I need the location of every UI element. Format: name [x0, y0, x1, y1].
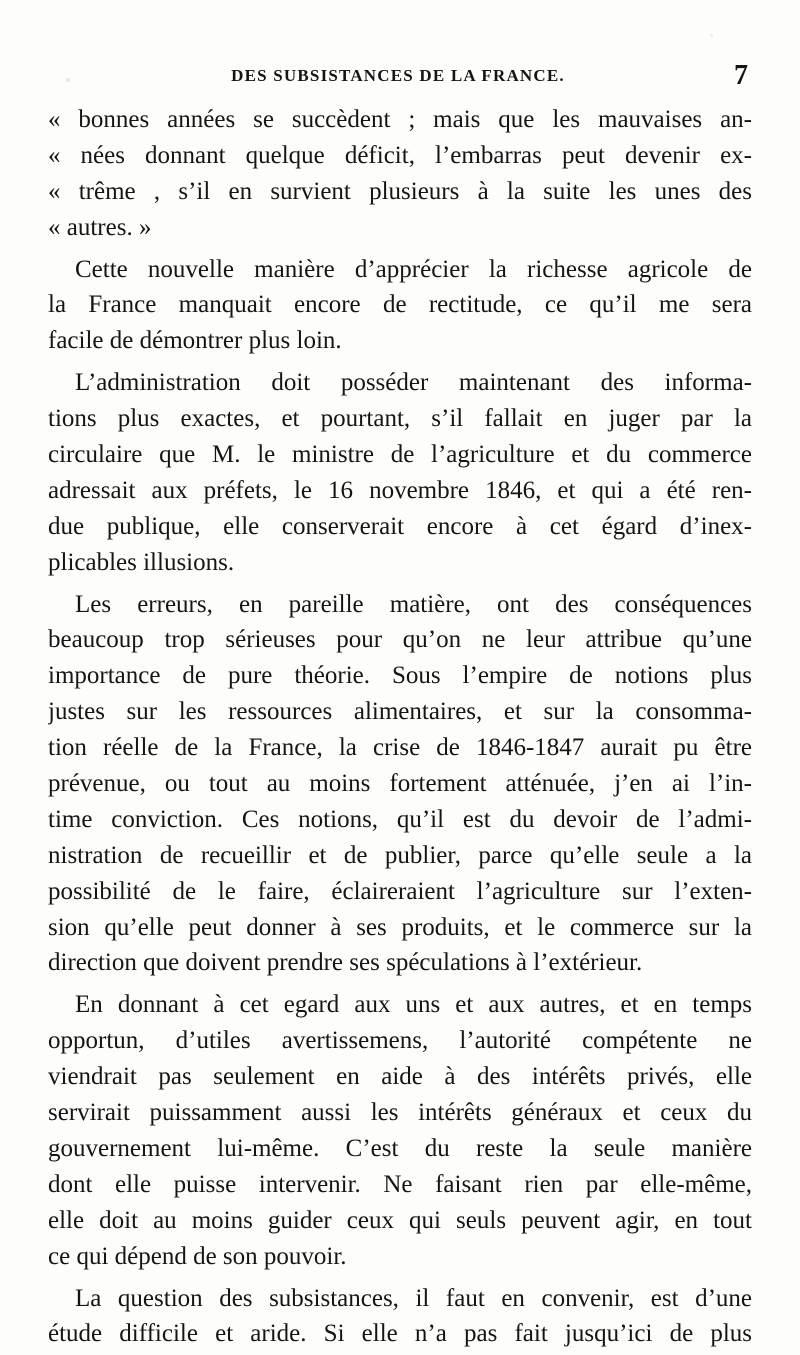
text-line: direction que doivent prendre ses spéculations à l’extérieur.: [48, 949, 643, 977]
text-line: prévenue, ou tout au moins fortement atténuée, j’en ai l’in-: [48, 770, 752, 798]
text-line: plicables illusions.: [48, 548, 235, 576]
text-line: « bonnes années se succèdent ; mais que les mauvaises an-: [48, 106, 752, 133]
text-line: dont elle puisse intervenir. Ne faisant rien par elle-même,: [48, 1170, 752, 1198]
text-line: opportun, d’utiles avertissemens, l’autorité compétente ne: [48, 1027, 752, 1055]
text-line: viendrait pas seulement en aide à des intérêts privés, elle: [48, 1063, 752, 1091]
text-line: étude difficile et aride. Si elle n’a pas fait jusqu’ici de plus: [48, 1320, 752, 1348]
text-line: gouvernement lui-même. C’est du reste la seule manière: [48, 1134, 752, 1162]
paragraph: [48, 587, 752, 982]
text-line: importance de pure théorie. Sous l’empire de notions plus: [48, 662, 752, 690]
text-line: justes sur les ressources alimentaires, et sur la consomma-: [48, 698, 752, 726]
text-line: beaucoup trop sérieuses pour qu’on ne leur attribue qu’une: [48, 626, 752, 654]
text-line: « nées donnant quelque déficit, l’embarras peut devenir ex-: [48, 141, 752, 169]
paragraph: [48, 365, 752, 580]
text-line: nistration de recueillir et de publier, parce qu’elle seule a la: [48, 841, 752, 869]
text-line: sion qu’elle peut donner à ses produits, et le commerce sur la: [48, 913, 752, 941]
text-line: tions plus exactes, et pourtant, s’il fallait en juger par la: [48, 405, 752, 433]
text-line: elle doit au moins guider ceux qui seuls peuvent agir, en tout: [48, 1206, 752, 1234]
paragraph: [48, 252, 752, 360]
text-line: ce qui dépend de son pouvoir.: [48, 1242, 347, 1270]
paragraph: [48, 987, 752, 1274]
paragraph: [48, 1281, 752, 1353]
text-line: facile de démontrer plus loin.: [48, 327, 342, 355]
text-line: L’administration doit posséder maintenant des informa-: [75, 369, 752, 397]
text-line: time conviction. Ces notions, qu’il est du devoir de l’admi-: [48, 805, 752, 833]
text-line: Les erreurs, en pareille matière, ont des conséquences: [75, 590, 752, 618]
body-text: [48, 102, 752, 1352]
text-line: possibilité de le faire, éclaireraient l’agriculture sur l’exten-: [48, 877, 752, 905]
text-line: servirait puissamment aussi les intérêts généraux et ceux du: [48, 1099, 752, 1127]
text-line: la France manquait encore de rectitude, ce qu’il me sera: [48, 291, 752, 319]
paragraph: [48, 102, 752, 246]
text-line: Cette nouvelle manière d’apprécier la richesse agricole de: [75, 255, 752, 283]
text-line: « autres. »: [48, 213, 152, 241]
text-line: La question des subsistances, il faut en convenir, est d’une: [75, 1284, 752, 1312]
running-head: [48, 62, 748, 92]
running-title: DES SUBSISTANCES DE LA FRANCE.: [231, 66, 565, 85]
text-line: adressait aux préfets, le 16 novembre 1846, et qui a été ren-: [48, 476, 752, 504]
text-line: En donnant à cet egard aux uns et aux autres, et en temps: [75, 991, 752, 1019]
text-line: tion réelle de la France, la crise de 1846-1847 aurait pu être: [48, 734, 752, 762]
paper-speck: [710, 34, 713, 37]
text-line: « trême , s’il en survient plusieurs à la suite les unes des: [48, 177, 752, 205]
page-number: 7: [734, 60, 748, 91]
text-line: due publique, elle conserverait encore à cet égard d’inex-: [48, 512, 752, 540]
text-line: circulaire que M. le ministre de l’agriculture et du commerce: [48, 441, 752, 469]
